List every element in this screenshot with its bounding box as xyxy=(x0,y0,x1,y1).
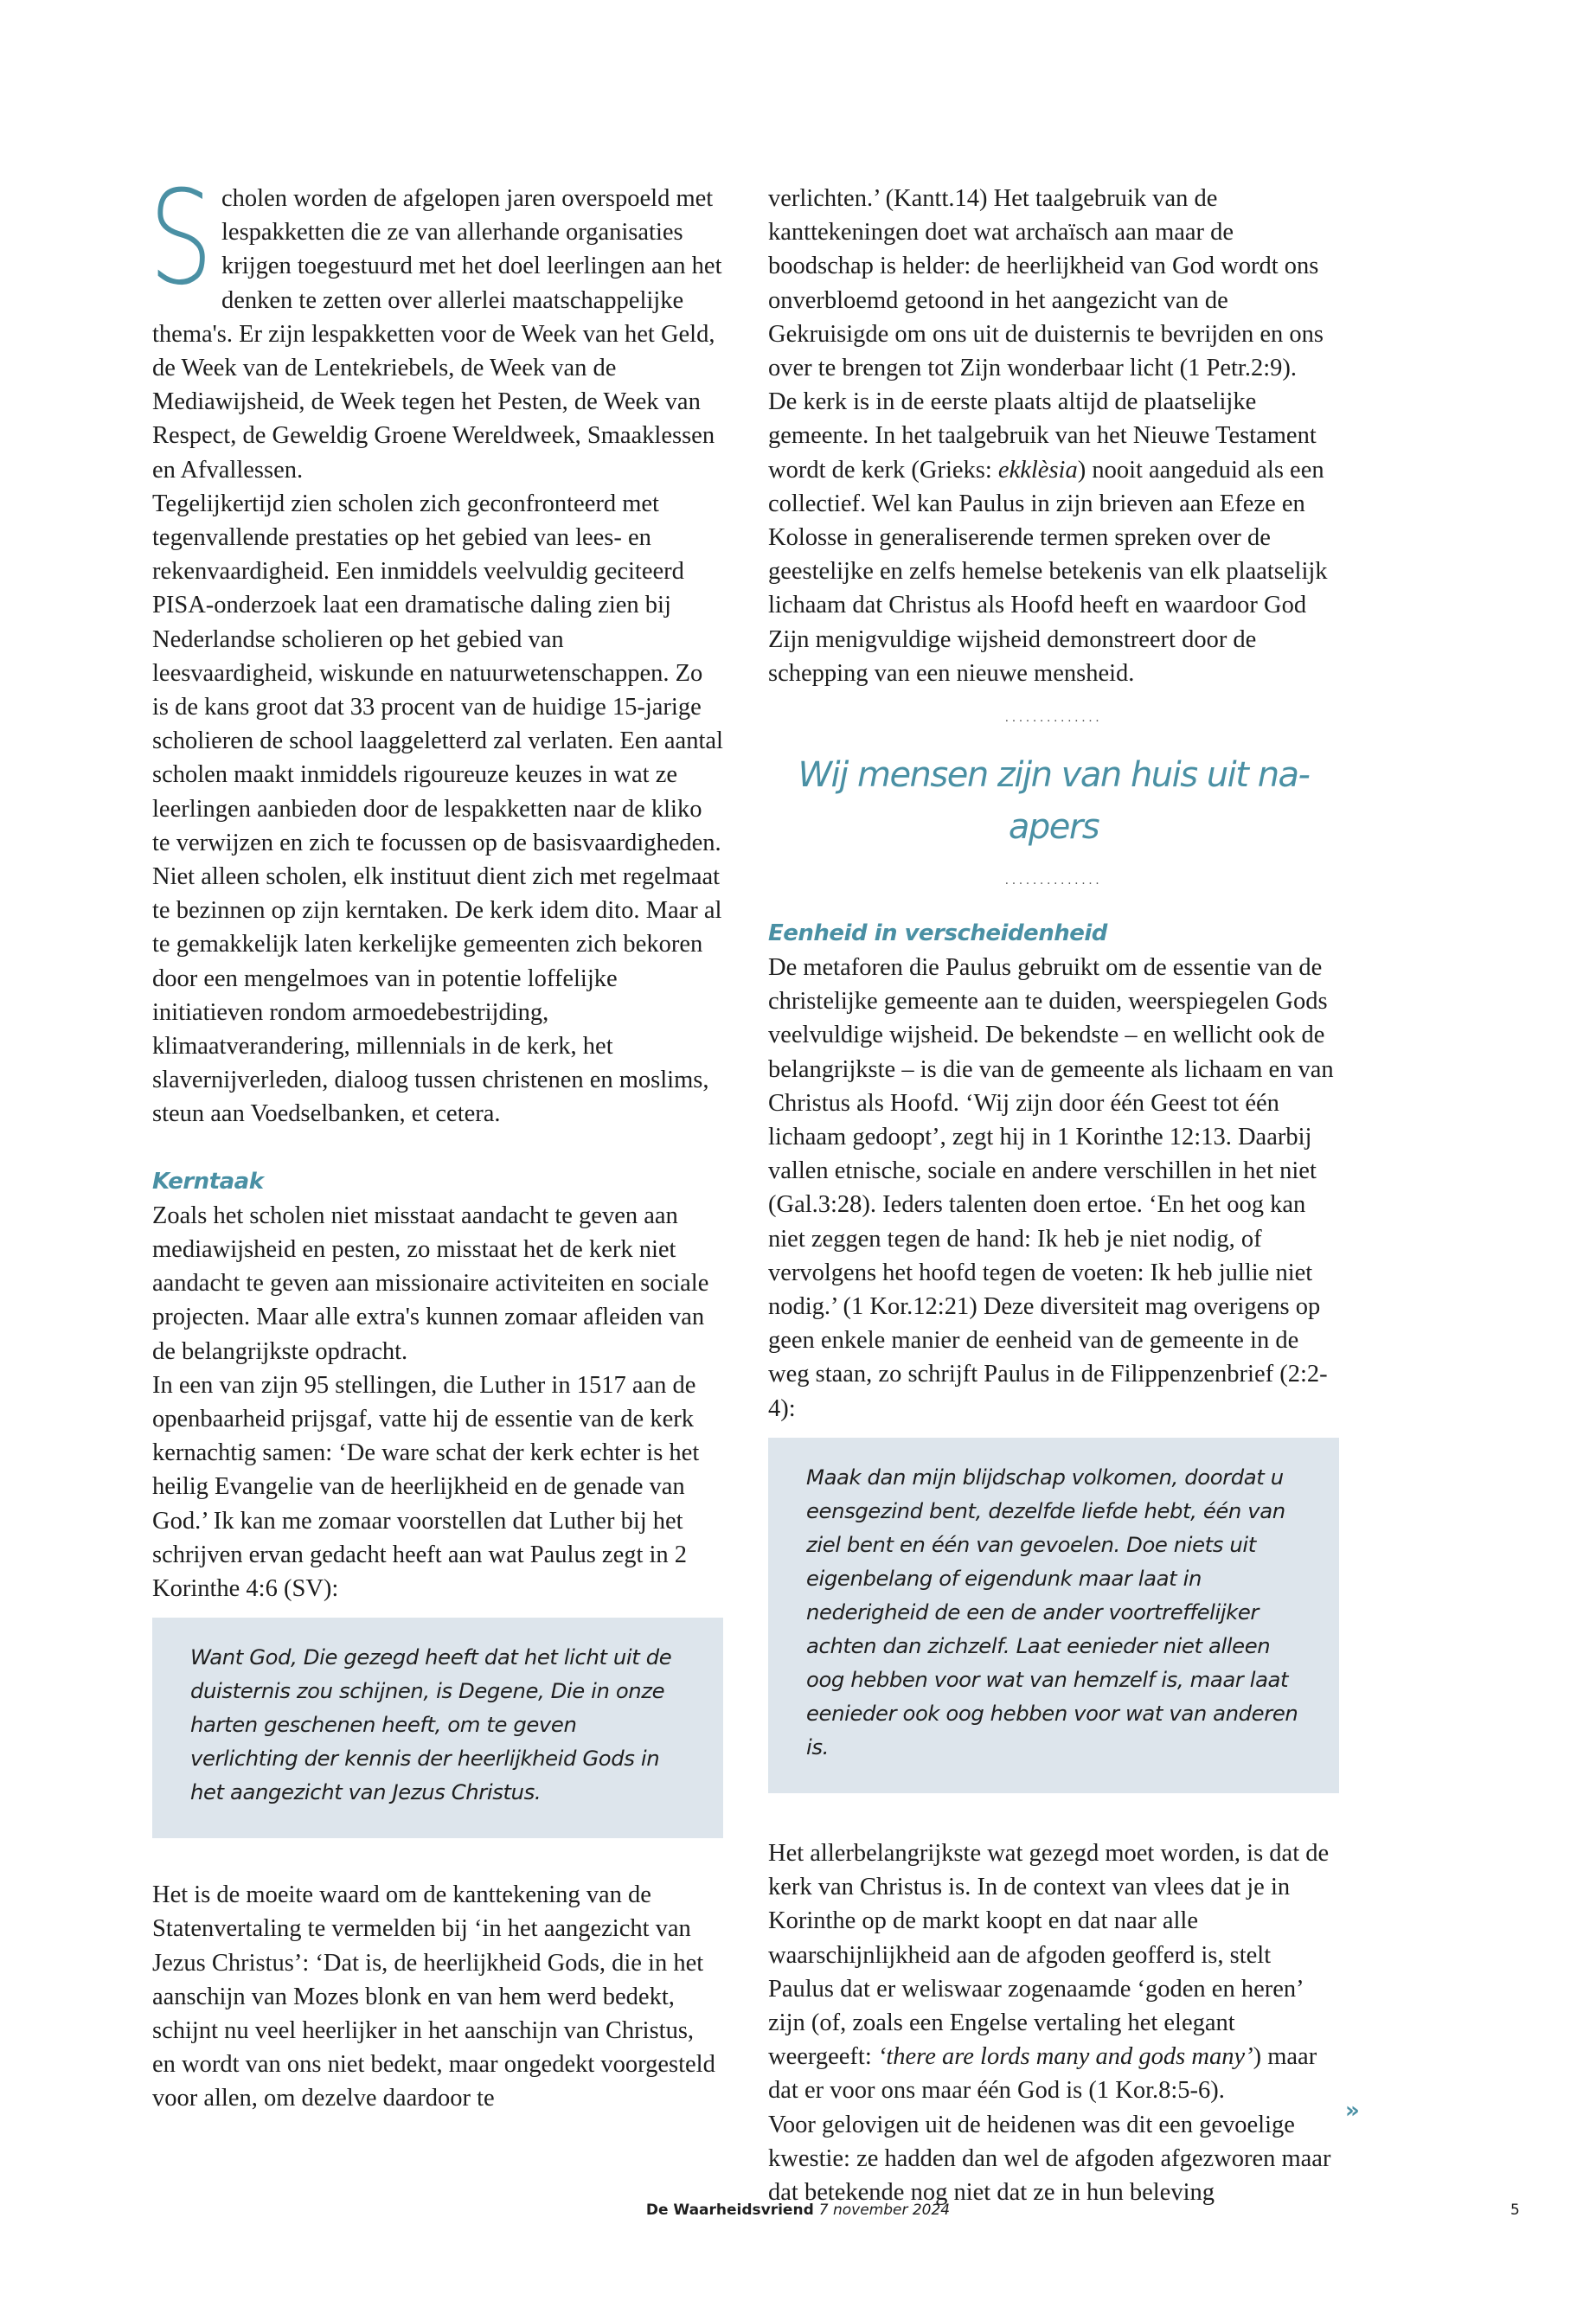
dotted-divider-bottom: .............. xyxy=(1004,874,1103,888)
page-number: 5 xyxy=(1510,2202,1520,2219)
bible-quote-text: Want God, Die gezegd heeft dat het licht uit de duisternis zou schijnen, is Degene, Die in onze harten geschenen heeft, om te geven verlichting der kennis der heerlijkheid Gods in het aangezicht van Jezus Christus. xyxy=(190,1644,672,1805)
subhead-kerntaak: Kerntaak xyxy=(152,1168,264,1195)
intro-paragraph xyxy=(149,163,723,487)
subhead-eenheid: Eenheid in verscheidenheid xyxy=(768,920,1107,947)
paragraph: Niet alleen scholen, elk instituut dient zich met regelmaat te bezinnen op zijn kerntaken. De kerk idem dito. Maar al te gemakkelijk laten kerkelijke gemeenten zich bekoren door een mengelmoes van in potentie loffelijke initiatieven rondom armoedebestrijding, klimaatverandering, millennials in de kerk, het slavernijverleden, dialoog tussen christenen en moslims, steun aan Voedselbanken, et cetera. xyxy=(152,863,722,1128)
english-quote: ‘there are lords many and gods many’ xyxy=(877,2043,1253,2071)
paragraph: De metaforen die Paulus gebruikt om de essentie van de christelijke gemeente aan te duiden, weerspiegelen Gods veelvuldige wijsheid. De bekendste – en wellicht ook de belangrijkste – is die van de gemeente als lichaam en van Christus als Hoofd. ‘Wij zijn door één Geest tot één lichaam gedoopt’, zegt hij in 1 Korinthe 12:13. Daarbij vallen etnische, sociale en andere verschillen in het niet (Gal.3:28). Ieders talenten doen ertoe. ‘En het oog kan niet zeggen tegen de hand: Ik heb je niet nodig, of vervolgens het hoofd tegen de voeten: Ik heb jullie niet nodig.’ (1 Kor.12:21) Deze diversiteit mag overigens op geen enkele manier de eenheid van de gemeente in de weg staan, zo schrijft Paulus in de Filippenzenbrief (2:2-4): xyxy=(768,954,1334,1422)
paragraph: Zoals het scholen niet misstaat aandacht te geven aan mediawijsheid en pesten, zo misstaat het de kerk niet aandacht te geven aan missionaire activiteiten en sociale projecten. Maar alle extra's kunnen zomaar afleiden van de belangrijkste opdracht. xyxy=(152,1202,709,1365)
paragraph: Voor gelovigen uit de heidenen was dit een gevoelige kwestie: ze hadden dan wel de afgoden afgezworen maar dat betekende nog niet dat ze in hun beleving xyxy=(768,2111,1331,2206)
greek-term: ekklèsia xyxy=(997,456,1078,484)
bible-quote-box xyxy=(768,1438,1339,1793)
dropcap-letter: S xyxy=(149,163,214,314)
bible-quote-box xyxy=(152,1618,723,1838)
text-run: Het allerbelangrijkste wat gezegd moet worden, is dat de kerk van Christus is. In de context van vlees dat je in Korinthe op de markt koopt en dat naar alle waarschijnlijkheid aan de afgoden geofferd is, stelt Paulus dat er weliswaar zogenaamde ‘goden en heren’ zijn (of, zoals een Engelse vertaling het elegant weergeeft: xyxy=(768,1839,1330,2071)
text-run: ) maar dat er voor ons maar één God is (1 Kor.8:5-6). xyxy=(768,2043,1317,2105)
right-column xyxy=(768,182,1339,2209)
continue-arrow-icon: » xyxy=(1345,2098,1360,2124)
bible-quote-text: Maak dan mijn blijdschap volkomen, doordat u eensgezind bent, dezelfde liefde hebt, één van ziel bent en één van gevoelen. Doe niets uit eigenbelang of eigendunk maar laat in nederigheid de een de ander voortreffelijker achten dan zichzelf. Laat eenieder niet alleen oog hebben voor wat van hemzelf is, maar laat eenieder ook oog hebben voor wat van anderen is. xyxy=(806,1464,1298,1759)
spacer xyxy=(152,1131,723,1165)
paragraph xyxy=(768,1836,1339,2108)
spacer xyxy=(768,889,1339,917)
pullquote xyxy=(768,709,1339,889)
paragraph: Tegelijkertijd zien scholen zich geconfronteerd met tegenvallende prestaties op het gebied van lees- en rekenvaardigheid. Een inmiddels veelvuldig geciteerd PISA-onderzoek laat een dramatische daling zien bij Nederlandse scholieren op het gebied van leesvaardigheid, wiskunde en natuurwetenschappen. Zo is de kans groot dat 33 procent van de huidige 15-jarige scholieren de school laaggeletterd zal verlaten. Een aantal scholen maakt inmiddels rigoureuze keuzes in wat ze leerlingen aanbieden door de lespakketten naar de kliko te verwijzen en zich te focussen op de basisvaardigheden. xyxy=(152,490,723,856)
dotted-divider-top: .............. xyxy=(1004,711,1103,726)
paragraph: Het is de moeite waard om de kanttekening van de Statenvertaling te vermelden bij ‘in het aangezicht van Jezus Christus’: ‘Dat is, de heerlijkheid Gods, die in het aanschijn van Mozes blonk en van hem werd bedekt, schijnt nu veel heerlijker in het aanschijn van Christus, en wordt van ons niet bedekt, maar ongedekt voorgesteld voor allen, om dezelve daardoor te xyxy=(152,1881,715,2112)
text-run: De kerk is in de eerste plaats altijd de plaatselijke gemeente. In het taalgebruik van het Nieuwe Testament wordt de kerk (Grieks: xyxy=(768,388,1317,484)
issue-date: 7 november 2024 xyxy=(818,2202,951,2219)
paragraph xyxy=(768,385,1339,690)
text-run: ) nooit aangeduid als een collectief. Wel kan Paulus in zijn brieven aan Efeze en Kolosse in generaliserende termen spreken over de geestelijke en zelfs hemelse betekenis van elk plaatselijk lichaam dat Christus als Hoofd heeft en waardoor God Zijn menigvuldige wijsheid demonstreert door de schepping van een nieuwe mensheid. xyxy=(768,456,1328,687)
pullquote-text: Wij mensen zijn van huis uit na-apers xyxy=(798,755,1310,848)
intro-text: cholen worden de afgelopen jaren overspoeld met lespakketten die ze van allerhande organisaties krijgen toegestuurd met het doel leerlingen aan het denken te zetten over allerlei maatschappelijke thema's. Er zijn lespakketten voor de Week van het Geld, de Week van de Lentekriebels, de Week van de Mediawijsheid, de Week tegen het Pesten, de Week van Respect, de Geweldig Groene Wereldweek, Smaaklessen en Afvallessen. xyxy=(152,185,722,484)
publication-name: De Waarheidsvriend xyxy=(645,2202,814,2219)
left-column xyxy=(149,163,723,2116)
page-footer xyxy=(0,2202,1596,2219)
paragraph: In een van zijn 95 stellingen, die Luther in 1517 aan de openbaarheid prijsgaf, vatte hij de essentie van de kerk kernachtig samen: ‘De ware schat der kerk echter is het heilig Evangelie van de heerlijkheid en de genade van God.’ Ik kan me zomaar voorstellen dat Luther bij het schrijven ervan gedacht heeft aan wat Paulus zegt in 2 Korinthe 4:6 (SV): xyxy=(152,1371,700,1602)
paragraph: verlichten.’ (Kantt.14) Het taalgebruik van de kanttekeningen doet wat archaïsch aan maar de boodschap is helder: de heerlijkheid van God wordt ons onverbloemd getoond in het aangezicht van de Gekruisigde om ons uit de duisternis te bevrijden en ons over te brengen tot Zijn wonderbaar licht (1 Petr.2:9). xyxy=(768,185,1324,382)
